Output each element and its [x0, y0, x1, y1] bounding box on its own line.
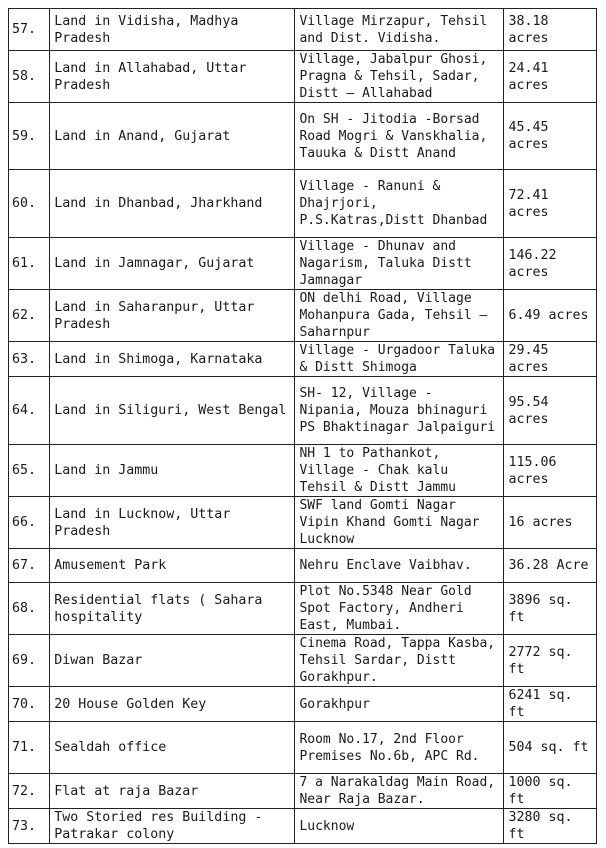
table-row [9, 342, 597, 377]
area-cell: 29.45 acres [503, 342, 597, 377]
address-cell: 7 a Narakaldag Main Road, Near Raja Bazar. [295, 774, 503, 809]
property-name-cell: Land in Jammu [50, 445, 295, 497]
area-cell: 24.41 acres [503, 51, 597, 103]
table-row [9, 103, 597, 170]
serial-number-cell: 61. [9, 238, 50, 290]
area-cell: 72.41 acres [503, 170, 597, 238]
address-cell: Plot No.5348 Near Gold Spot Factory, Andheri East, Mumbai. [295, 583, 503, 635]
property-name-cell: Land in Vidisha, Madhya Pradesh [50, 9, 295, 51]
table-row [9, 170, 597, 238]
property-name-cell: Amusement Park [50, 549, 295, 583]
table-row [9, 722, 597, 774]
property-name-cell: Land in Anand, Gujarat [50, 103, 295, 170]
table-row [9, 809, 597, 844]
area-cell: 6241 sq. ft [503, 687, 597, 722]
serial-number-cell: 71. [9, 722, 50, 774]
address-cell: Village - Ranuni & Dhajrjori, P.S.Katras,Distt Dhanbad [295, 170, 503, 238]
property-name-cell: 20 House Golden Key [50, 687, 295, 722]
address-cell: Cinema Road, Tappa Kasba, Tehsil Sardar, Distt Gorakhpur. [295, 635, 503, 687]
area-cell: 16 acres [503, 497, 597, 549]
serial-number-cell: 70. [9, 687, 50, 722]
serial-number-cell: 60. [9, 170, 50, 238]
serial-number-cell: 72. [9, 774, 50, 809]
serial-number-cell: 57. [9, 9, 50, 51]
address-cell: Village, Jabalpur Ghosi, Pragna & Tehsil, Sadar, Distt – Allahabad [295, 51, 503, 103]
table-row [9, 635, 597, 687]
area-cell: 3896 sq. ft [503, 583, 597, 635]
address-cell: Village - Dhunav and Nagarism, Taluka Distt Jamnagar [295, 238, 503, 290]
address-cell: SH- 12, Village - Nipania, Mouza bhinaguri PS Bhaktinagar Jalpaiguri [295, 377, 503, 445]
area-cell: 3280 sq. ft [503, 809, 597, 844]
serial-number-cell: 64. [9, 377, 50, 445]
serial-number-cell: 58. [9, 51, 50, 103]
serial-number-cell: 73. [9, 809, 50, 844]
table-row [9, 445, 597, 497]
area-cell: 146.22 acres [503, 238, 597, 290]
property-name-cell: Land in Siliguri, West Bengal [50, 377, 295, 445]
serial-number-cell: 63. [9, 342, 50, 377]
address-cell: Lucknow [295, 809, 503, 844]
serial-number-cell: 66. [9, 497, 50, 549]
serial-number-cell: 68. [9, 583, 50, 635]
property-name-cell: Sealdah office [50, 722, 295, 774]
address-cell: SWF land Gomti Nagar Vipin Khand Gomti Nagar Lucknow [295, 497, 503, 549]
serial-number-cell: 69. [9, 635, 50, 687]
property-table [8, 8, 597, 844]
property-name-cell: Land in Dhanbad, Jharkhand [50, 170, 295, 238]
serial-number-cell: 67. [9, 549, 50, 583]
table-row [9, 774, 597, 809]
address-cell: Village Mirzapur, Tehsil and Dist. Vidisha. [295, 9, 503, 51]
area-cell: 6.49 acres [503, 290, 597, 342]
table-row [9, 549, 597, 583]
area-cell: 45.45 acres [503, 103, 597, 170]
serial-number-cell: 65. [9, 445, 50, 497]
property-name-cell: Flat at raja Bazar [50, 774, 295, 809]
address-cell: Gorakhpur [295, 687, 503, 722]
table-row [9, 377, 597, 445]
property-name-cell: Two Storied res Building - Patrakar colony [50, 809, 295, 844]
table-row [9, 238, 597, 290]
area-cell: 2772 sq. ft [503, 635, 597, 687]
area-cell: 115.06 acres [503, 445, 597, 497]
area-cell: 36.28 Acre [503, 549, 597, 583]
address-cell: NH 1 to Pathankot, Village - Chak kalu Tehsil & Distt Jammu [295, 445, 503, 497]
area-cell: 38.18 acres [503, 9, 597, 51]
address-cell: Village - Urgadoor Taluka & Distt Shimoga [295, 342, 503, 377]
property-name-cell: Diwan Bazar [50, 635, 295, 687]
property-name-cell: Residential flats ( Sahara hospitality [50, 583, 295, 635]
table-row [9, 687, 597, 722]
property-name-cell: Land in Jamnagar, Gujarat [50, 238, 295, 290]
address-cell: ON delhi Road, Village Mohanpura Gada, Tehsil – Saharnpur [295, 290, 503, 342]
property-name-cell: Land in Lucknow, Uttar Pradesh [50, 497, 295, 549]
serial-number-cell: 59. [9, 103, 50, 170]
property-name-cell: Land in Allahabad, Uttar Pradesh [50, 51, 295, 103]
property-name-cell: Land in Saharanpur, Uttar Pradesh [50, 290, 295, 342]
area-cell: 1000 sq. ft [503, 774, 597, 809]
table-row [9, 583, 597, 635]
table-row [9, 290, 597, 342]
serial-number-cell: 62. [9, 290, 50, 342]
property-table-body [9, 9, 597, 844]
address-cell: Nehru Enclave Vaibhav. [295, 549, 503, 583]
area-cell: 95.54 acres [503, 377, 597, 445]
address-cell: Room No.17, 2nd Floor Premises No.6b, APC Rd. [295, 722, 503, 774]
table-row [9, 497, 597, 549]
table-row [9, 9, 597, 51]
table-row [9, 51, 597, 103]
area-cell: 504 sq. ft [503, 722, 597, 774]
address-cell: On SH - Jitodia -Borsad Road Mogri & Vanskhalia, Tauuka & Distt Anand [295, 103, 503, 170]
property-name-cell: Land in Shimoga, Karnataka [50, 342, 295, 377]
